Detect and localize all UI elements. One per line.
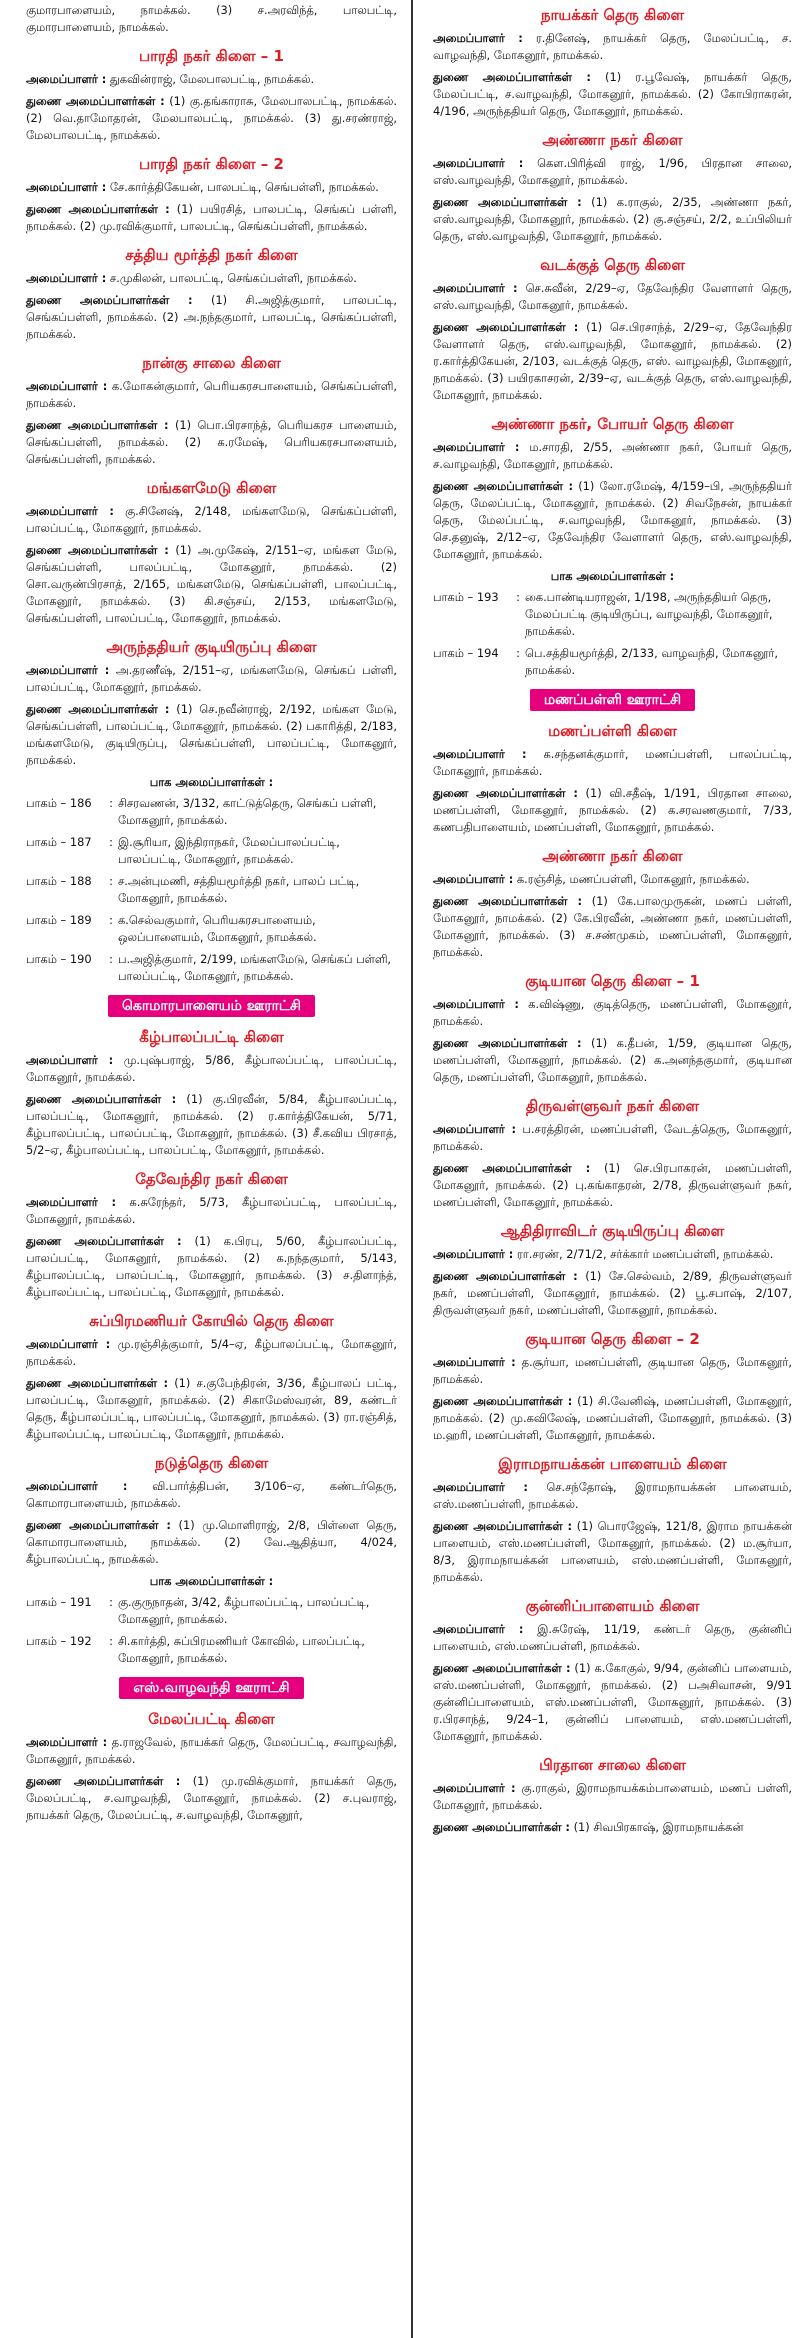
- deputy-entry: [433, 1268, 792, 1319]
- organizer-entry: [26, 1734, 397, 1768]
- deputy-value: (1) க.ராகுல், 2/35, அண்ணா நகர், எஸ்.வாழவந்தி, மோகனூர், நாமக்கல். (2) கு.சஞ்சய், 2/2, உப்பிலியர் தெரு, எஸ்.வாழவந்தி, மோகனூர், நாமக்கல்.: [433, 195, 792, 243]
- deputy-value: (1) க.தீபன், 1/59, குடியான தெரு, மணப்பள்ளி, மோகனூர், நாமக்கல். (2) க.அனந்தகுமார், குடியான தெரு, மணப்பள்ளி, மோகனூர், நாமக்கல்.: [433, 1036, 792, 1084]
- deputy-value: (1) கு.தங்காராசு, மேலபாலபட்டி, நாமக்கல். (2) வெ.தாமோதரன், மேலபாலபட்டி, நாமக்கல். (3) து.சரண்ராஜ், மேலபாலபட்டி, நாமக்கல்.: [26, 94, 397, 142]
- organizer-label: அமைப்பாளர் :: [433, 281, 518, 295]
- organizer-entry: [26, 179, 397, 196]
- organizer-entry: [433, 1621, 792, 1655]
- branch-heading: வடக்குத் தெரு கிளை: [540, 256, 685, 274]
- column-divider: [411, 0, 413, 2338]
- booth-number: [26, 795, 104, 829]
- organizer-label: அமைப்பாளர் :: [26, 180, 107, 194]
- branch-heading: இராமநாயக்கன் பாளையம் கிளை: [498, 1455, 727, 1473]
- deputy-entry: [26, 93, 397, 144]
- booth-number: [26, 1594, 104, 1628]
- organizer-value: ரா.சரண், 2/71/2, சர்க்கார் மணப்பள்ளி, நாமக்கல்.: [516, 1247, 774, 1261]
- booth-number: [433, 645, 511, 679]
- booth-separator: :: [109, 796, 113, 810]
- booth-number-value: 191: [69, 1595, 92, 1609]
- deputy-entry: [433, 1660, 792, 1745]
- deputy-value: (1) கு.பிரவீன், 5/84, கீழ்பாலப்பட்டி, பாலப்பட்டி, மோகனூர், நாமக்கல். (2) ர.கார்த்திகேயன், 5/71, கீழ்பாலப்பட்டி, பாலப்பட்டி, மோகனூர், நாமக்கல். (3) சீ.கவிய பிரசாத், 5/2–ஏ, கீழ்பாலப்பட்டி, பாலப்பட்டி, மோகனூர், நாமக்கல்.: [26, 1092, 397, 1157]
- booth-row: [26, 951, 397, 985]
- deputy-entry: [26, 542, 397, 627]
- organizer-label: அமைப்பாளர் :: [433, 1480, 528, 1494]
- deputy-label: துணை அமைப்பாளர்கள் :: [433, 894, 583, 908]
- organizer-value: கௌ.பிரித்வி ராஜ், 1/96, பிரதான சாலை, எஸ்.வாழவந்தி, மோகனூர், நாமக்கல்.: [433, 156, 792, 187]
- deputy-value: (1) மு.ரவிக்குமார், நாயக்கர் தெரு, மேலப்பட்டி, ச.வாழவந்தி, மோகனூர், நாமக்கல். (2) ச.புவராஜ், நாயக்கர் தெரு, மேலப்பட்டி, ச.வாழவந்தி, மோகனூர்,: [26, 1774, 398, 1822]
- branch-heading: சுப்பிரமணியர் கோயில் தெரு கிளை: [89, 1312, 334, 1330]
- booth-number-value: 193: [476, 590, 499, 604]
- booth-separator: :: [109, 913, 113, 927]
- deputy-entry: [433, 194, 792, 245]
- deputy-entry: [26, 201, 397, 235]
- booth-organizer: சிசரவணன், 3/132, காட்டுத்தெரு, செங்கப் பள்ளி, மோகனூர், நாமக்கல்.: [118, 796, 377, 827]
- booth-organizer: கை.பாண்டியராஜன், 1/198, அருந்ததியர் தெரு, மேலப்பட்டி குடியிருப்பு, வாழவந்தி, மோகனூர், நாமக்கல்.: [525, 590, 773, 638]
- booth-number-value: 187: [69, 835, 92, 849]
- deputy-entry: [433, 1393, 792, 1444]
- deputy-value: (1) லோ.ரமேஷ், 4/159–பி, அருந்ததியர் தெரு, மேலப்பட்டி, மோகனூர், நாமக்கல். (2) சிவநேசன், நாயக்கர் தெரு, மேலப்பட்டி, ச.வாழவந்தி, மோகனூர், நாமக்கல். (3) செ.தனுஷ், 2/12–ஏ, தேவேந்திர வேளாளர் தெரு, எஸ்.வாழவந்தி, மோகனூர், நாமக்கல்.: [433, 479, 792, 561]
- booth-prefix: பாகம் –: [433, 590, 474, 604]
- continued-entry: குமாரபாளையம், நாமக்கல். (3) ச.அரவிந்த், பாலபட்டி, குமாரபாளையம், நாமக்கல்.: [26, 3, 397, 34]
- deputy-label: துணை அமைப்பாளர்கள் :: [433, 1394, 573, 1408]
- booth-number: [26, 1633, 104, 1667]
- branch-heading: மங்களமேடு கிளை: [146, 479, 277, 497]
- deputy-label: துணை அமைப்பாளர்கள் :: [433, 1820, 570, 1834]
- deputy-label: துணை அமைப்பாளர்கள் :: [26, 1092, 177, 1106]
- organizer-label: அமைப்பாளர் :: [26, 1479, 128, 1493]
- organizer-label: அமைப்பாளர் :: [433, 997, 519, 1011]
- deputy-label: துணை அமைப்பாளர்கள் :: [433, 786, 578, 800]
- deputy-entry: [26, 1517, 397, 1568]
- booth-separator: :: [109, 874, 113, 888]
- booth-prefix: பாகம் –: [26, 952, 67, 966]
- branch-heading: பாரதி நகர் கிளை – 2: [139, 155, 284, 173]
- branch-heading: கீழ்பாலப்பட்டி கிளை: [139, 1028, 284, 1046]
- organizer-value: ச.முகிலன், பாலபட்டி, செங்கப்பள்ளி, நாமக்கல்.: [109, 271, 357, 285]
- deputy-entry: [433, 1035, 792, 1086]
- booth-number: [26, 873, 104, 907]
- booth-separator: :: [109, 1595, 113, 1609]
- deputy-entry: [433, 478, 792, 563]
- branch-heading: தேவேந்திர நகர் கிளை: [135, 1170, 288, 1188]
- booth-organizer: கு.குருநாதன், 3/42, கீழ்பாலப்பட்டி, பாலப்பட்டி, மோகனூர், நாமக்கல்.: [118, 1595, 370, 1626]
- branch-heading: மேலப்பட்டி கிளை: [148, 1710, 275, 1728]
- organizer-label: அமைப்பாளர் :: [433, 156, 524, 170]
- deputy-value: (1) க.பிரபு, 5/60, கீழ்பாலப்பட்டி, பாலப்பட்டி, மோகனூர், நாமக்கல். (2) க.நந்தகுமார், 5/143, கீழ்பாலப்பட்டி, பாலப்பட்டி, மோகனூர், நாமக்கல். (3) ச.திளாந்த், கீழ்பாலப்பட்டி, பாலப்பட்டி, மோகனூர், நாமக்கல்.: [26, 1234, 397, 1299]
- deputy-label: துணை அமைப்பாளர்கள் :: [433, 1161, 591, 1175]
- panchayat-banner-wrap: [433, 689, 792, 711]
- organizer-entry: [433, 1121, 792, 1155]
- organizer-entry: [26, 270, 397, 287]
- deputy-value: (1) சிவபிரகாஷ், இராமநாயக்கன்: [573, 1820, 744, 1834]
- deputy-label: துணை அமைப்பாளர்கள் :: [433, 479, 574, 493]
- deputy-value: (1) வி.சதீஷ், 1/191, பிரதான சாலை, மணப்பள்ளி, மோகனூர், நாமக்கல். (2) க.சரவணகுமார், 7/33, கணபதிபாளையம், மணப்பள்ளி, மோகனூர், நாமக்கல்.: [433, 786, 792, 834]
- organizer-label: அமைப்பாளர் :: [433, 440, 520, 454]
- booth-row: [26, 912, 397, 946]
- booth-organizer: ச.அன்புமணி, சத்தியமூர்த்தி நகர், பாலப் பட்டி, மோகனூர், நாமக்கல்.: [118, 874, 360, 905]
- booth-prefix: பாகம் –: [26, 1595, 67, 1609]
- organizer-value: க.சுரேந்தர், 5/73, கீழ்பாலப்பட்டி, பாலப்பட்டி, மோகனூர், நாமக்கல்.: [26, 1195, 398, 1226]
- organizer-value: க.மோகன்குமார், பெரியகரசபாளையம், செங்கப்பள்ளி, நாமக்கல்.: [26, 379, 397, 410]
- organizer-label: அமைப்பாளர் :: [26, 1195, 117, 1209]
- booth-row: [26, 1633, 397, 1667]
- deputy-label: துணை அமைப்பாளர்கள் :: [26, 1376, 169, 1390]
- organizer-value: ர.தினேஷ், நாயக்கர் தெரு, மேலப்பட்டி, ச. வாழவந்தி, மோகனூர், நாமக்கல்.: [433, 31, 792, 62]
- booth-row: [26, 1594, 397, 1628]
- deputy-value: (1) சே.செல்வம், 2/89, திருவள்ளுவர் நகர், மணப்பள்ளி, மோகனூர், நாமக்கல். (2) பூ.சபாஷ், 2/107, திருவள்ளுவர் நகர், மணப்பள்ளி, மோகனூர், நாமக்கல்.: [433, 1269, 792, 1317]
- organizer-label: அமைப்பாளர் :: [26, 379, 108, 393]
- booth-organizer: பெ.சத்தியமூர்த்தி, 2/133, வாழவந்தி, மோகனூர், நாமக்கல்.: [525, 646, 778, 677]
- booth-number-value: 190: [69, 952, 92, 966]
- deputy-value: (1) பொரஜேஷ், 121/8, இராம நாயக்கன் பாளையம், எஸ்.மணப்பள்ளி, மோகனூர், நாமக்கல். (2) ம.சூர்யா, 8/3, இராமநாயக்கன் பாளையம், எஸ்.மணப்பள்ளி, மோகனூர், நாமக்கல்.: [433, 1519, 793, 1584]
- deputy-label: துணை அமைப்பாளர்கள் :: [433, 70, 591, 84]
- organizer-value: சே.கார்த்திகேயன், பாலபட்டி, செங்பள்ளி, நாமக்கல்.: [109, 180, 379, 194]
- organizer-label: அமைப்பாளர் :: [433, 872, 514, 886]
- organizer-label: அமைப்பாளர் :: [433, 1781, 516, 1795]
- organizer-value: செ.சுவீன், 2/29–ஏ, தேவேந்திர வேளாளர் தெரு, எஸ்.வாழவந்தி, மோகனூர், நாமக்கல்.: [433, 281, 793, 312]
- organizer-entry: [26, 1336, 397, 1370]
- deputy-entry: [26, 417, 397, 468]
- organizer-value: த.சூர்யா, மணப்பள்ளி, குடியான தெரு, மோகனூர், நாமக்கல்.: [433, 1355, 792, 1386]
- booth-organizer: சி.கார்த்தி, சுப்பிரமணியர் கோவில், பாலப்பட்டி, மோகனூர், நாமக்கல்.: [118, 1634, 365, 1665]
- booth-organizer: க.செல்வகுமார், பெரியகரசபாளையம், ஒலப்பாளையம், மோகனூர், நாமக்கல்.: [118, 913, 317, 944]
- organizer-label: அமைப்பாளர் :: [26, 663, 110, 677]
- deputy-label: துணை அமைப்பாளர்கள் :: [433, 1661, 571, 1675]
- branch-heading: அண்ணா நகர் கிளை: [542, 847, 683, 865]
- organizer-entry: [26, 71, 397, 88]
- booth-prefix: பாகம் –: [26, 796, 67, 810]
- organizer-entry: [26, 1478, 397, 1512]
- booth-organizer: ப.அஜித்குமார், 2/199, மங்களமேடு, செங்கப் பள்ளி, பாலப்பட்டி, மோகனூர், நாமக்கல்.: [118, 952, 392, 983]
- booth-heading: பாக அமைப்பாளர்கள் :: [149, 775, 274, 789]
- deputy-value: (1) க.கோகுல், 9/94, குன்னிப் பாளையம், எஸ்.மணப்பள்ளி, மோகனூர், நாமக்கல். (2) பஅசிவாசன், 9/91 குன்னிப்பாளையம், எஸ்.மணப்பள்ளி, மோகனூர், நாமக்கல். (3) ர.பிரசாந்த், 9/24–1, குன்னிப் பாளையம், எஸ்.மணப்பள்ளி, மோகனூர், நாமக்கல்.: [433, 1661, 792, 1743]
- deputy-value: (1) சி.அஜித்குமார், பாலபட்டி, செங்கப்பள்ளி, நாமக்கல். (2) அ.நந்தகுமார், பாலபட்டி, செங்கப்பள்ளி, நாமக்கல்.: [26, 293, 397, 341]
- organizer-label: அமைப்பாளர் :: [26, 1053, 114, 1067]
- branch-heading: அருந்ததியர் குடியிருப்பு கிளை: [106, 638, 317, 656]
- deputy-value: (1) செ.பிரசாந்த், 2/29–ஏ, தேவேந்திர வேளாளர் தெரு, எஸ்.வாழவந்தி, மோகனூர், நாமக்கல். (2) ர.கார்த்திகேயன், 2/103, வடக்குத் தெரு, எஸ். வாழவந்தி, மோகனூர், நாமக்கல். (3) பயிரகாசரன், 2/39–ஏ, வடக்குத் தெரு, எஸ்.வாழவந்தி, மோகனூர், நாமக்கல்.: [433, 320, 792, 402]
- organizer-value: துகவின்ராஜ், மேலபாலபட்டி, நாமக்கல்.: [109, 72, 315, 86]
- deputy-entry: [433, 1160, 792, 1211]
- booth-separator: :: [109, 835, 113, 849]
- organizer-label: அமைப்பாளர் :: [26, 1337, 111, 1351]
- panchayat-banner: மணப்பள்ளி ஊராட்சி: [530, 689, 695, 711]
- booth-number: [26, 912, 104, 946]
- organizer-label: அமைப்பாளர் :: [433, 1247, 514, 1261]
- organizer-label: அமைப்பாளர் :: [26, 72, 107, 86]
- deputy-label: துணை அமைப்பாளர்கள் :: [26, 94, 165, 108]
- organizer-entry: [433, 1479, 792, 1513]
- booth-number-value: 194: [476, 646, 499, 660]
- organizer-entry: [433, 1780, 792, 1814]
- branch-heading: குடியான தெரு கிளை – 2: [525, 1330, 700, 1348]
- deputy-label: துணை அமைப்பாளர்கள் :: [26, 418, 169, 432]
- booth-prefix: பாகம் –: [26, 913, 67, 927]
- deputy-value: (1) ர.பூவேஷ், நாயக்கர் தெரு, மேலப்பட்டி, ச.வாழவந்தி, மோகனூர், நாமக்கல். (2) கோபிராகரன், 4/196, அருந்ததியர் தெரு, மோகனூர், நாமக்கல்.: [433, 70, 792, 118]
- organizer-value: க.விஷ்ணு, குடித்தெரு, மணப்பள்ளி, மோகனூர், நாமக்கல்.: [433, 997, 792, 1028]
- branch-heading: அண்ணா நகர், போயர் தெரு கிளை: [491, 415, 734, 433]
- organizer-entry: [433, 30, 792, 64]
- organizer-entry: [26, 378, 397, 412]
- panchayat-banner: கொமாரபாளையம் ஊராட்சி: [108, 995, 315, 1017]
- deputy-value: (1) செ.பிரபாகரன், மணப்பள்ளி, மோகனூர், நாமக்கல். (2) பு.கங்காதரன், 2/78, திருவள்ளுவர் நகர், மணப்பள்ளி, மோகனூர், நாமக்கல்.: [433, 1161, 792, 1209]
- branch-heading: நாயக்கர் தெரு கிளை: [540, 6, 685, 24]
- booth-separator: :: [109, 952, 113, 966]
- deputy-value: (1) மு.மொளிராஜ், 2/8, பிள்ளை தெரு, கொமாரபாளையம், நாமக்கல். (2) வே.ஆதித்யா, 4/024, கீழ்பாலப்பட்டி, நாமக்கல்.: [26, 1518, 397, 1566]
- branch-heading: பிரதான சாலை கிளை: [539, 1756, 686, 1774]
- booth-heading: பாக அமைப்பாளர்கள் :: [550, 569, 675, 583]
- deputy-value: (1) பயிரசித், பாலபட்டி, செங்கப் பள்ளி, நாமக்கல். (2) மு.ரவிக்குமார், பாலபட்டி, செங்கப்பள்ளி, நாமக்கல்.: [26, 202, 398, 233]
- organizer-label: அமைப்பாளர் :: [433, 1122, 517, 1136]
- branch-heading: நடுத்தெரு கிளை: [154, 1454, 269, 1472]
- deputy-entry: [433, 1518, 792, 1586]
- booth-number-value: 192: [69, 1634, 92, 1648]
- branch-heading: திருவள்ளுவர் நகர் கிளை: [525, 1097, 700, 1115]
- deputy-entry: [26, 1773, 397, 1824]
- branch-heading: நான்கு சாலை கிளை: [142, 354, 281, 372]
- organizer-value: க.ரஞ்சித், மணப்பள்ளி, மோகனூர், நாமக்கல்.: [516, 872, 750, 886]
- deputy-entry: [433, 319, 792, 404]
- branch-heading: ஆதிதிராவிடர் குடியிருப்பு கிளை: [500, 1222, 725, 1240]
- branch-heading: அண்ணா நகர் கிளை: [542, 131, 683, 149]
- organizer-value: இ.சுரேஷ், 11/19, கண்டர் தெரு, குன்னிப் பாளையம், எஸ்.மணப்பள்ளி, நாமக்கல்.: [433, 1622, 792, 1653]
- deputy-entry: [433, 893, 792, 961]
- deputy-value: (1) பொ.பிரசாந்த், பெரியகரச பாளையம், செங்கப்பள்ளி, நாமக்கல். (2) க.ரமேஷ், பெரியகரசபாளையம், செங்கப்பள்ளி, நாமக்கல்.: [26, 418, 397, 466]
- deputy-label: துணை அமைப்பாளர்கள் :: [26, 1518, 171, 1532]
- booth-number-value: 186: [69, 796, 92, 810]
- organizer-entry: [433, 439, 792, 473]
- deputy-value: (1) அ.முகேஷ், 2/151–ஏ, மங்கள மேடு, செங்கப்பள்ளி, பாலப்பட்டி, மோகனூர், நாமக்கல். (2) சொ.வருண்பிரசாத், 2/165, மங்களமேடு, செங்கப்பள்ளி, பாலப்பட்டி, மோகனூர், நாமக்கல். (3) கி.சஞ்சய், 2/153, மங்களமேடு, செங்கப்பள்ளி, பாலப்பட்டி, மோகனூர், நாமக்கல்.: [26, 543, 397, 625]
- panchayat-banner-wrap: [26, 1677, 397, 1699]
- branch-heading: சத்திய மூர்த்தி நகர் கிளை: [125, 246, 298, 264]
- organizer-entry: [433, 280, 792, 314]
- deputy-entry: [433, 1819, 792, 1836]
- booth-separator: :: [109, 1634, 113, 1648]
- booth-prefix: பாகம் –: [26, 1634, 67, 1648]
- organizer-label: அமைப்பாளர் :: [26, 271, 107, 285]
- booth-number-value: 188: [69, 874, 92, 888]
- branch-heading: மணப்பள்ளி கிளை: [548, 722, 677, 740]
- booth-number-value: 189: [69, 913, 92, 927]
- deputy-entry: [433, 69, 792, 120]
- organizer-entry: [26, 503, 397, 537]
- deputy-label: துணை அமைப்பாளர்கள் :: [26, 702, 170, 716]
- organizer-value: க.சந்தனக்குமார், மணப்பள்ளி, பாலப்பட்டி, மோகனூர், நாமக்கல்.: [433, 747, 792, 778]
- deputy-entry: [433, 785, 792, 836]
- organizer-value: த.ராஜவேல், நாயக்கர் தெரு, மேலப்பட்டி, சவாழவந்தி, மோகனூர், நாமக்கல்.: [26, 1735, 397, 1766]
- organizer-entry: [433, 996, 792, 1030]
- booth-row: [26, 795, 397, 829]
- organizer-value: மு.புஷ்பராஜ், 5/86, கீழ்பாலப்பட்டி, பாலப்பட்டி, மோகனூர், நாமக்கல்.: [26, 1053, 397, 1084]
- organizer-label: அமைப்பாளர் :: [433, 1355, 516, 1369]
- deputy-label: துணை அமைப்பாளர்கள் :: [26, 293, 193, 307]
- booth-row: [26, 873, 397, 907]
- booth-prefix: பாகம் –: [26, 835, 67, 849]
- organizer-entry: [433, 871, 792, 888]
- deputy-entry: [26, 1233, 397, 1301]
- booth-organizer: இ.சூரியா, இந்திராநகர், மேலப்பாலப்பட்டி, பாலப்பட்டி, மோகனூர், நாமக்கல்.: [118, 835, 340, 866]
- booth-heading: பாக அமைப்பாளர்கள் :: [149, 1574, 274, 1588]
- organizer-entry: [433, 155, 792, 189]
- deputy-label: துணை அமைப்பாளர்கள் :: [433, 1269, 578, 1283]
- organizer-value: ப.சரத்திரன், மணப்பள்ளி, வேடத்தெரு, மோகனூர், நாமக்கல்.: [433, 1122, 792, 1153]
- organizer-entry: [26, 1052, 397, 1086]
- organizer-value: கு.ராகுல், இராமநாயக்கம்பாளையம், மணப் பள்ளி, மோகனூர், நாமக்கல்.: [433, 1781, 793, 1812]
- deputy-label: துணை அமைப்பாளர்கள் :: [433, 195, 582, 209]
- organizer-value: அ.தரணீஷ், 2/151–ஏ, மங்களமேடு, செங்கப் பள்ளி, பாலப்பட்டி, மோகனூர், நாமக்கல்.: [26, 663, 397, 694]
- organizer-value: மு.ரஞ்சித்குமார், 5/4–ஏ, கீழ்பாலப்பட்டி, மோகனூர், நாமக்கல்.: [26, 1337, 397, 1368]
- deputy-label: துணை அமைப்பாளர்கள் :: [433, 320, 579, 334]
- organizer-entry: [433, 746, 792, 780]
- panchayat-banner-wrap: [26, 995, 397, 1017]
- organizer-entry: [433, 1246, 792, 1263]
- booth-separator: :: [516, 646, 520, 660]
- branch-heading: குடியான தெரு கிளை – 1: [525, 972, 700, 990]
- booth-prefix: பாகம் –: [26, 874, 67, 888]
- right-column: [419, 0, 800, 2338]
- booth-prefix: பாகம் –: [433, 646, 474, 660]
- booth-row: [433, 645, 792, 679]
- organizer-label: அமைப்பாளர் :: [433, 747, 527, 761]
- deputy-entry: [26, 1091, 397, 1159]
- organizer-label: அமைப்பாளர் :: [26, 1735, 108, 1749]
- deputy-label: துணை அமைப்பாளர்கள் :: [433, 1036, 582, 1050]
- deputy-entry: [26, 1375, 397, 1443]
- deputy-value: (1) செ.நவீன்ராஜ், 2/192, மங்கள மேடு, செங்கப்பள்ளி, பாலப்பட்டி, மோகனூர், நாமக்கல். (2) பகாரித்தி, 2/183, மங்களமேடு, குடியிருப்பு, செங்கப்பள்ளி, பாலப்பட்டி, மோகனூர், நாமக்கல்.: [26, 702, 397, 767]
- organizer-label: அமைப்பாளர் :: [26, 504, 114, 518]
- organizer-entry: [26, 1194, 397, 1228]
- booth-number: [26, 951, 104, 985]
- deputy-label: துணை அமைப்பாளர்கள் :: [26, 543, 169, 557]
- deputy-label: துணை அமைப்பாளர்கள் :: [433, 1519, 573, 1533]
- organizer-label: அமைப்பாளர் :: [433, 31, 523, 45]
- booth-row: [26, 834, 397, 868]
- booth-row: [433, 589, 792, 640]
- deputy-entry: [26, 701, 397, 769]
- organizer-value: செ.சந்தோஷ், இராமநாயக்கன் பாளையம், எஸ்.மணப்பள்ளி, நாமக்கல்.: [433, 1480, 792, 1511]
- organizer-entry: [433, 1354, 792, 1388]
- branch-heading: குன்னிப்பாளையம் கிளை: [525, 1597, 700, 1615]
- branch-heading: பாரதி நகர் கிளை – 1: [139, 47, 284, 65]
- organizer-value: கு.சினேஷ், 2/148, மங்களமேடு, செங்கப்பள்ளி, பாலப்பட்டி, மோகனூர், நாமக்கல்.: [26, 504, 397, 535]
- booth-number: [433, 589, 511, 640]
- deputy-value: (1) கே.பாலமுருகன், மணப் பள்ளி, மோகனூர், நாமக்கல். (2) கே.பிரவீன், அண்ணா நகர், மணப்பள்ளி, மோகனூர், நாமக்கல். (3) ச.சண்முகம், மணப்பள்ளி, மோகனூர், நாமக்கல்.: [433, 894, 792, 959]
- booth-separator: :: [516, 590, 520, 604]
- organizer-value: வி.பார்த்திபன், 3/106–ஏ, கண்டர்தெரு, கொமாரபாளையம், நாமக்கல்.: [26, 1479, 397, 1510]
- organizer-entry: [26, 662, 397, 696]
- booth-number: [26, 834, 104, 868]
- deputy-entry: [26, 292, 397, 343]
- panchayat-banner: எஸ்.வாழவந்தி ஊராட்சி: [119, 1677, 303, 1699]
- organizer-value: ம.சாரதி, 2/55, அண்ணா நகர், போயர் தெரு, ச.வாழவந்தி, மோகனூர், நாமக்கல்.: [433, 440, 792, 471]
- deputy-value: (1) சி.வேனிஷ், மணப்பள்ளி, மோகனூர், நாமக்கல். (2) மு.கவிலேஷ், மணப்பள்ளி, மோகனூர், நாமக்கல். (3) ம.ஹரி, மணப்பள்ளி, மோகனூர், நாமக்கல்.: [433, 1394, 792, 1442]
- deputy-label: துணை அமைப்பாளர்கள் :: [26, 202, 170, 216]
- organizer-label: அமைப்பாளர் :: [433, 1622, 524, 1636]
- deputy-value: (1) ச.குபேந்திரன், 3/36, கீழ்பாலப் பட்டி, பாலப்பட்டி, மோகனூர், நாமக்கல். (2) சிகாமேஸ்வரன், 89, கண்டர் தெரு, கீழ்பாலப்பட்டி, பாலப்பட்டி, மோகனூர், நாமக்கல். (3) ரா.ரஞ்சித், கீழ்பாலப்பட்டி, பாலப்பட்டி, மோகனூர், நாமக்கல்.: [26, 1376, 397, 1441]
- deputy-label: துணை அமைப்பாளர்கள் :: [26, 1234, 182, 1248]
- deputy-label: துணை அமைப்பாளர்கள் :: [26, 1774, 181, 1788]
